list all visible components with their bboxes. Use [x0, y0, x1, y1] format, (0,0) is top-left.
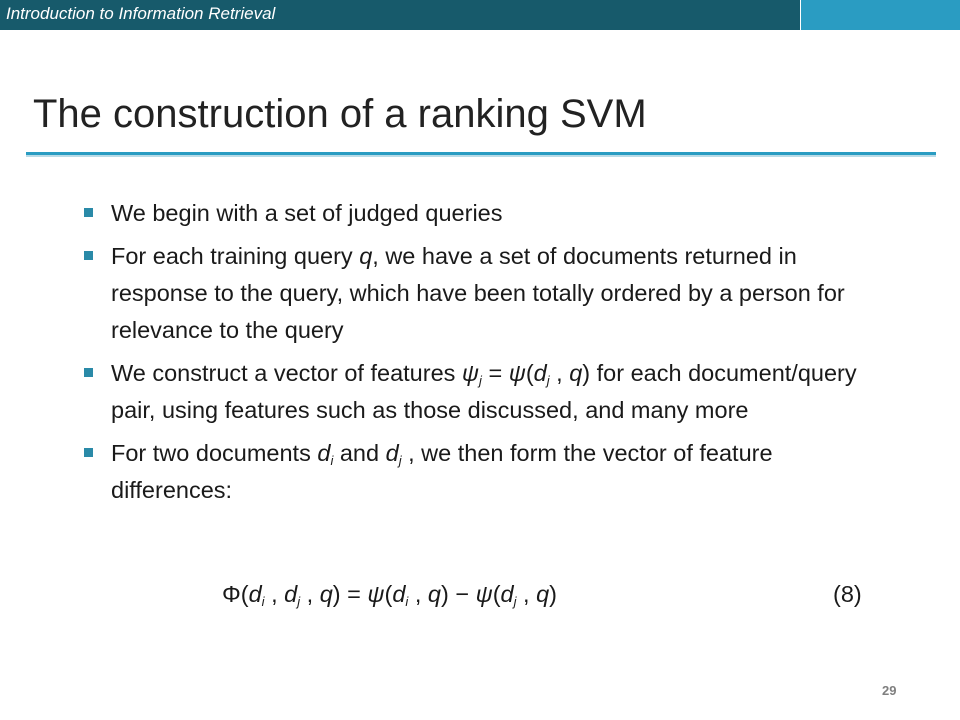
- bullet-item: [80, 238, 900, 349]
- bullet-text: We begin with a set of judged queries: [111, 200, 503, 226]
- slide-title: The construction of a ranking SVM: [33, 92, 647, 136]
- bullet-item: [80, 195, 900, 232]
- bullet-text: For two documents $d_i$ and $d_j$ , we then form the vector of feature differences:: [111, 440, 773, 503]
- bullet-text: We construct a vector of features $\psi_j = \psi(d_j$ , q) for each document/query pair, using features such as those discussed, and many more: [111, 360, 857, 423]
- equation-number: (8): [833, 581, 862, 607]
- square-bullet-icon: [84, 368, 93, 377]
- bullet-list: [80, 195, 900, 515]
- square-bullet-icon: [84, 208, 93, 217]
- feature-difference-equation: $\Phi(d_i$ , $d_j$ , $q) = \psi(d_i$ , $q) - \psi(d_j$ , q): [222, 581, 557, 609]
- course-title: Introduction to Information Retrieval: [6, 4, 276, 23]
- header-accent-block: [801, 0, 960, 30]
- page-number: 29: [882, 683, 897, 698]
- bullet-item: [80, 435, 900, 509]
- bullet-item: [80, 355, 900, 429]
- square-bullet-icon: [84, 251, 93, 260]
- square-bullet-icon: [84, 448, 93, 457]
- bullet-text: For each training query q, we have a set of documents returned in response to the query, which have been totally ordered by a person for relevance to the query: [111, 243, 845, 343]
- title-underline-shadow: [26, 155, 936, 157]
